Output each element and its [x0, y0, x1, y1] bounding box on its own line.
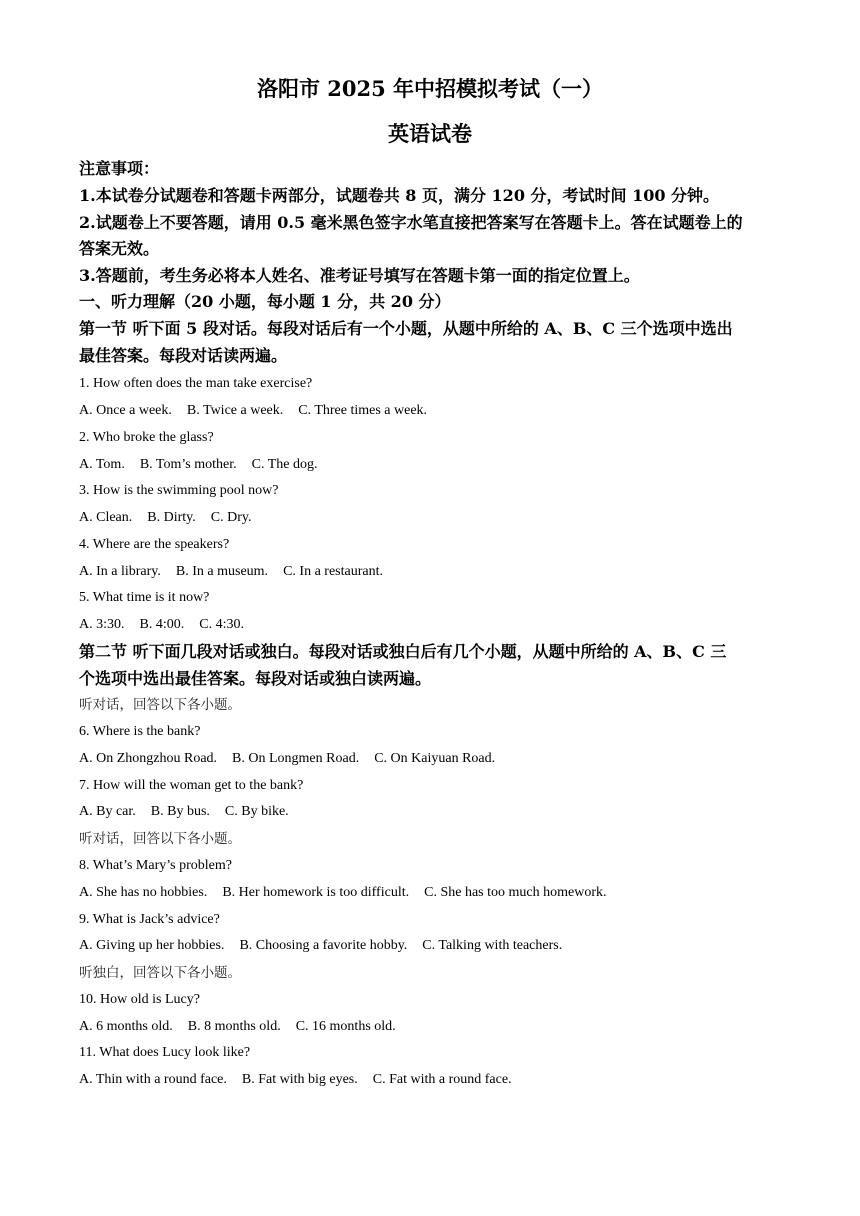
group-intro: 听对话，回答以下各小题。 [79, 697, 241, 713]
answer-options [79, 802, 289, 822]
answer-options [79, 508, 251, 528]
answer-options [79, 401, 427, 421]
answer-options [79, 883, 606, 903]
option: A. On Zhongzhou Road. [79, 751, 218, 766]
answer-options [79, 1070, 512, 1090]
group-intro: 听对话，回答以下各小题。 [79, 831, 241, 847]
answer-options [79, 936, 562, 956]
question-text: 1. How often does the man take exercise? [79, 376, 313, 391]
option: C. She has too much homework. [424, 885, 607, 900]
option: C. Talking with teachers. [422, 938, 563, 953]
answer-options [79, 1017, 396, 1037]
section-instructions: 最佳答案。每段对话读两遍。 [79, 346, 288, 365]
question-text: 11. What does Lucy look like? [79, 1045, 251, 1060]
notes-heading: 注意事项： [79, 159, 160, 178]
option: C. 16 months old. [295, 1019, 396, 1034]
option: C. On Kaiyuan Road. [374, 751, 496, 766]
option: B. On Longmen Road. [232, 751, 360, 766]
question-text: 4. Where are the speakers? [79, 537, 230, 552]
question-text: 7. How will the woman get to the bank? [79, 778, 304, 793]
option: B. In a museum. [175, 564, 269, 579]
option: B. 8 months old. [187, 1019, 281, 1034]
option: A. She has no hobbies. [79, 885, 208, 900]
question-text: 8. What’s Mary’s problem? [79, 858, 232, 873]
option: B. Choosing a favorite hobby. [239, 938, 408, 953]
section-instructions: 第二节 听下面几段对话或独白。每段对话或独白后有几个小题，从题中所给的 A、B、C 三 [79, 642, 727, 661]
option: B. By bus. [150, 804, 210, 819]
note-item: 1.本试卷分试题卷和答题卡两部分，试题卷共 8 页，满分 120 分，考试时间 100 分钟。 [79, 186, 720, 205]
page-title: 洛阳市 2025 年中招模拟考试（一） [256, 76, 604, 101]
note-item: 3.答题前，考生务必将本人姓名、准考证号填写在答题卡第一面的指定位置上。 [79, 266, 640, 285]
option: C. In a restaurant. [283, 564, 383, 579]
option: A. Thin with a round face. [79, 1072, 227, 1087]
option: A. Tom. [79, 457, 125, 472]
option: B. Dirty. [147, 510, 196, 525]
option: B. Tom’s mother. [139, 457, 237, 472]
option: A. In a library. [79, 564, 161, 579]
option: C. Three times a week. [298, 403, 428, 418]
note-item: 答案无效。 [79, 239, 160, 258]
question-text: 10. How old is Lucy? [79, 992, 200, 1007]
option: A. Once a week. [79, 403, 172, 418]
section-instructions: 第一节 听下面 5 段对话。每段对话后有一个小题，从题中所给的 A、B、C 三个选项中选出 [79, 319, 733, 338]
option: B. Her homework is too difficult. [222, 885, 410, 900]
page-subtitle: 英语试卷 [388, 121, 472, 146]
option: A. 6 months old. [79, 1019, 173, 1034]
option: C. The dog. [251, 457, 318, 472]
option: B. Fat with big eyes. [241, 1072, 358, 1087]
option: C. Fat with a round face. [372, 1072, 512, 1087]
section-instructions: 个选项中选出最佳答案。每段对话或独白读两遍。 [79, 669, 432, 688]
option: C. 4:30. [199, 617, 244, 632]
option: A. By car. [79, 804, 136, 819]
answer-options [79, 455, 317, 475]
option: C. Dry. [210, 510, 252, 525]
option: A. Clean. [79, 510, 133, 525]
option: A. Giving up her hobbies. [79, 938, 225, 953]
group-intro: 听独白，回答以下各小题。 [79, 965, 241, 981]
option: B. Twice a week. [186, 403, 284, 418]
question-text: 9. What is Jack’s advice? [79, 912, 220, 927]
question-text: 6. Where is the bank? [79, 724, 201, 739]
question-text: 2. Who broke the glass? [79, 430, 214, 445]
option: B. 4:00. [139, 617, 185, 632]
note-item: 2.试题卷上不要答题，请用 0.5 毫米黑色签字水笔直接把答案写在答题卡上。答在试题卷上的 [79, 213, 743, 232]
answer-options [79, 562, 383, 582]
question-text: 5. What time is it now? [79, 590, 210, 605]
answer-options [79, 615, 244, 635]
part-heading: 一、听力理解（20 小题，每小题 1 分，共 20 分） [79, 292, 451, 311]
question-text: 3. How is the swimming pool now? [79, 483, 279, 498]
answer-options [79, 749, 495, 769]
option: A. 3:30. [79, 617, 125, 632]
option: C. By bike. [224, 804, 289, 819]
